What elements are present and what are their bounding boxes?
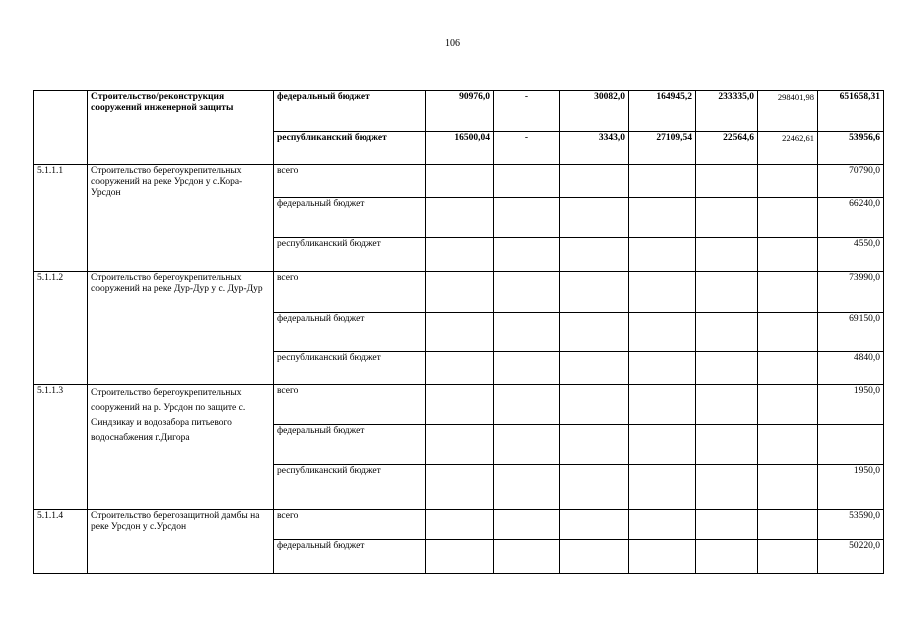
total-value: 4550,0 bbox=[818, 238, 884, 272]
funding-source: всего bbox=[274, 385, 426, 425]
total-value bbox=[818, 425, 884, 465]
total-value: 53590,0 bbox=[818, 510, 884, 540]
empty-cell bbox=[494, 352, 560, 385]
empty-cell bbox=[696, 385, 758, 425]
value-cell: - bbox=[494, 132, 560, 165]
empty-cell bbox=[758, 313, 818, 352]
empty-cell bbox=[494, 465, 560, 510]
value-cell: 164945,2 bbox=[629, 91, 696, 132]
item-code: 5.1.1.2 bbox=[34, 272, 88, 385]
item-code-cell bbox=[34, 91, 88, 165]
value-cell: 27109,54 bbox=[629, 132, 696, 165]
empty-cell bbox=[629, 198, 696, 238]
empty-cell bbox=[696, 465, 758, 510]
empty-cell bbox=[426, 238, 494, 272]
funding-source: республиканский бюджет bbox=[274, 465, 426, 510]
empty-cell bbox=[758, 272, 818, 313]
value-cell: 53956,6 bbox=[818, 132, 884, 165]
empty-cell bbox=[494, 540, 560, 574]
empty-cell bbox=[426, 165, 494, 198]
empty-cell bbox=[758, 352, 818, 385]
funding-source: республиканский бюджет bbox=[274, 132, 426, 165]
section-title: Строительство/реконструкция сооружений инженерной защиты bbox=[88, 91, 274, 165]
funding-source: республиканский бюджет bbox=[274, 352, 426, 385]
empty-cell bbox=[758, 425, 818, 465]
total-value: 66240,0 bbox=[818, 198, 884, 238]
empty-cell bbox=[426, 352, 494, 385]
empty-cell bbox=[629, 313, 696, 352]
total-value: 4840,0 bbox=[818, 352, 884, 385]
table-row bbox=[34, 91, 884, 132]
total-value: 73990,0 bbox=[818, 272, 884, 313]
value-cell: 3343,0 bbox=[560, 132, 629, 165]
item-name: Строительство берегозащитной дамбы на реке Урсдон у с.Урсдон bbox=[88, 510, 274, 574]
empty-cell bbox=[560, 385, 629, 425]
empty-cell bbox=[560, 313, 629, 352]
funding-source: федеральный бюджет bbox=[274, 425, 426, 465]
empty-cell bbox=[696, 272, 758, 313]
table-row bbox=[34, 272, 884, 313]
empty-cell bbox=[494, 313, 560, 352]
total-value: 50220,0 bbox=[818, 540, 884, 574]
value-cell: 22564,6 bbox=[696, 132, 758, 165]
empty-cell bbox=[560, 510, 629, 540]
value-cell: 16500,04 bbox=[426, 132, 494, 165]
table-row bbox=[34, 510, 884, 540]
empty-cell bbox=[560, 352, 629, 385]
table-row bbox=[34, 385, 884, 425]
empty-cell bbox=[494, 165, 560, 198]
total-value: 70790,0 bbox=[818, 165, 884, 198]
item-name: Строительство берегоукрепительных сооружений на реке Дур-Дур у с. Дур-Дур bbox=[88, 272, 274, 385]
item-code: 5.1.1.4 bbox=[34, 510, 88, 574]
empty-cell bbox=[629, 272, 696, 313]
empty-cell bbox=[426, 198, 494, 238]
empty-cell bbox=[629, 165, 696, 198]
empty-cell bbox=[696, 238, 758, 272]
funding-source: всего bbox=[274, 272, 426, 313]
total-value: 1950,0 bbox=[818, 385, 884, 425]
empty-cell bbox=[426, 465, 494, 510]
empty-cell bbox=[494, 272, 560, 313]
empty-cell bbox=[758, 238, 818, 272]
empty-cell bbox=[629, 238, 696, 272]
empty-cell bbox=[696, 540, 758, 574]
empty-cell bbox=[629, 540, 696, 574]
empty-cell bbox=[629, 425, 696, 465]
funding-source: федеральный бюджет bbox=[274, 313, 426, 352]
empty-cell bbox=[758, 198, 818, 238]
empty-cell bbox=[426, 510, 494, 540]
empty-cell bbox=[758, 165, 818, 198]
total-value: 1950,0 bbox=[818, 465, 884, 510]
empty-cell bbox=[758, 510, 818, 540]
empty-cell bbox=[560, 425, 629, 465]
empty-cell bbox=[758, 540, 818, 574]
empty-cell bbox=[494, 425, 560, 465]
budget-table bbox=[33, 90, 884, 574]
value-cell: 30082,0 bbox=[560, 91, 629, 132]
value-cell: 90976,0 bbox=[426, 91, 494, 132]
empty-cell bbox=[629, 352, 696, 385]
funding-source: федеральный бюджет bbox=[274, 540, 426, 574]
item-name: Строительство берегоукрепительных сооружений на р. Урсдон по защите с. Синдзикау и водозабора питьевого водоснабжения г.Дигора bbox=[88, 385, 274, 510]
item-name: Строительство берегоукрепительных сооружений на реке Урсдон у с.Кора-Урсдон bbox=[88, 165, 274, 272]
empty-cell bbox=[494, 510, 560, 540]
empty-cell bbox=[560, 198, 629, 238]
page-number: 106 bbox=[445, 38, 460, 49]
empty-cell bbox=[494, 385, 560, 425]
empty-cell bbox=[696, 425, 758, 465]
empty-cell bbox=[758, 465, 818, 510]
empty-cell bbox=[696, 198, 758, 238]
funding-source: федеральный бюджет bbox=[274, 91, 426, 132]
table-row bbox=[34, 165, 884, 198]
item-code: 5.1.1.1 bbox=[34, 165, 88, 272]
empty-cell bbox=[560, 465, 629, 510]
total-value: 69150,0 bbox=[818, 313, 884, 352]
empty-cell bbox=[560, 238, 629, 272]
empty-cell bbox=[426, 272, 494, 313]
empty-cell bbox=[426, 385, 494, 425]
empty-cell bbox=[560, 272, 629, 313]
empty-cell bbox=[629, 465, 696, 510]
empty-cell bbox=[629, 510, 696, 540]
funding-source: всего bbox=[274, 510, 426, 540]
empty-cell bbox=[696, 165, 758, 198]
empty-cell bbox=[696, 313, 758, 352]
value-cell: 298401,98 bbox=[758, 91, 818, 132]
empty-cell bbox=[696, 510, 758, 540]
empty-cell bbox=[426, 425, 494, 465]
value-cell: 22462,61 bbox=[758, 132, 818, 165]
funding-source: республиканский бюджет bbox=[274, 238, 426, 272]
empty-cell bbox=[494, 238, 560, 272]
funding-source: федеральный бюджет bbox=[274, 198, 426, 238]
empty-cell bbox=[696, 352, 758, 385]
empty-cell bbox=[426, 313, 494, 352]
empty-cell bbox=[758, 385, 818, 425]
empty-cell bbox=[494, 198, 560, 238]
empty-cell bbox=[426, 540, 494, 574]
empty-cell bbox=[560, 165, 629, 198]
funding-source: всего bbox=[274, 165, 426, 198]
value-cell: - bbox=[494, 91, 560, 132]
value-cell: 651658,31 bbox=[818, 91, 884, 132]
item-code: 5.1.1.3 bbox=[34, 385, 88, 510]
empty-cell bbox=[560, 540, 629, 574]
empty-cell bbox=[629, 385, 696, 425]
value-cell: 233335,0 bbox=[696, 91, 758, 132]
